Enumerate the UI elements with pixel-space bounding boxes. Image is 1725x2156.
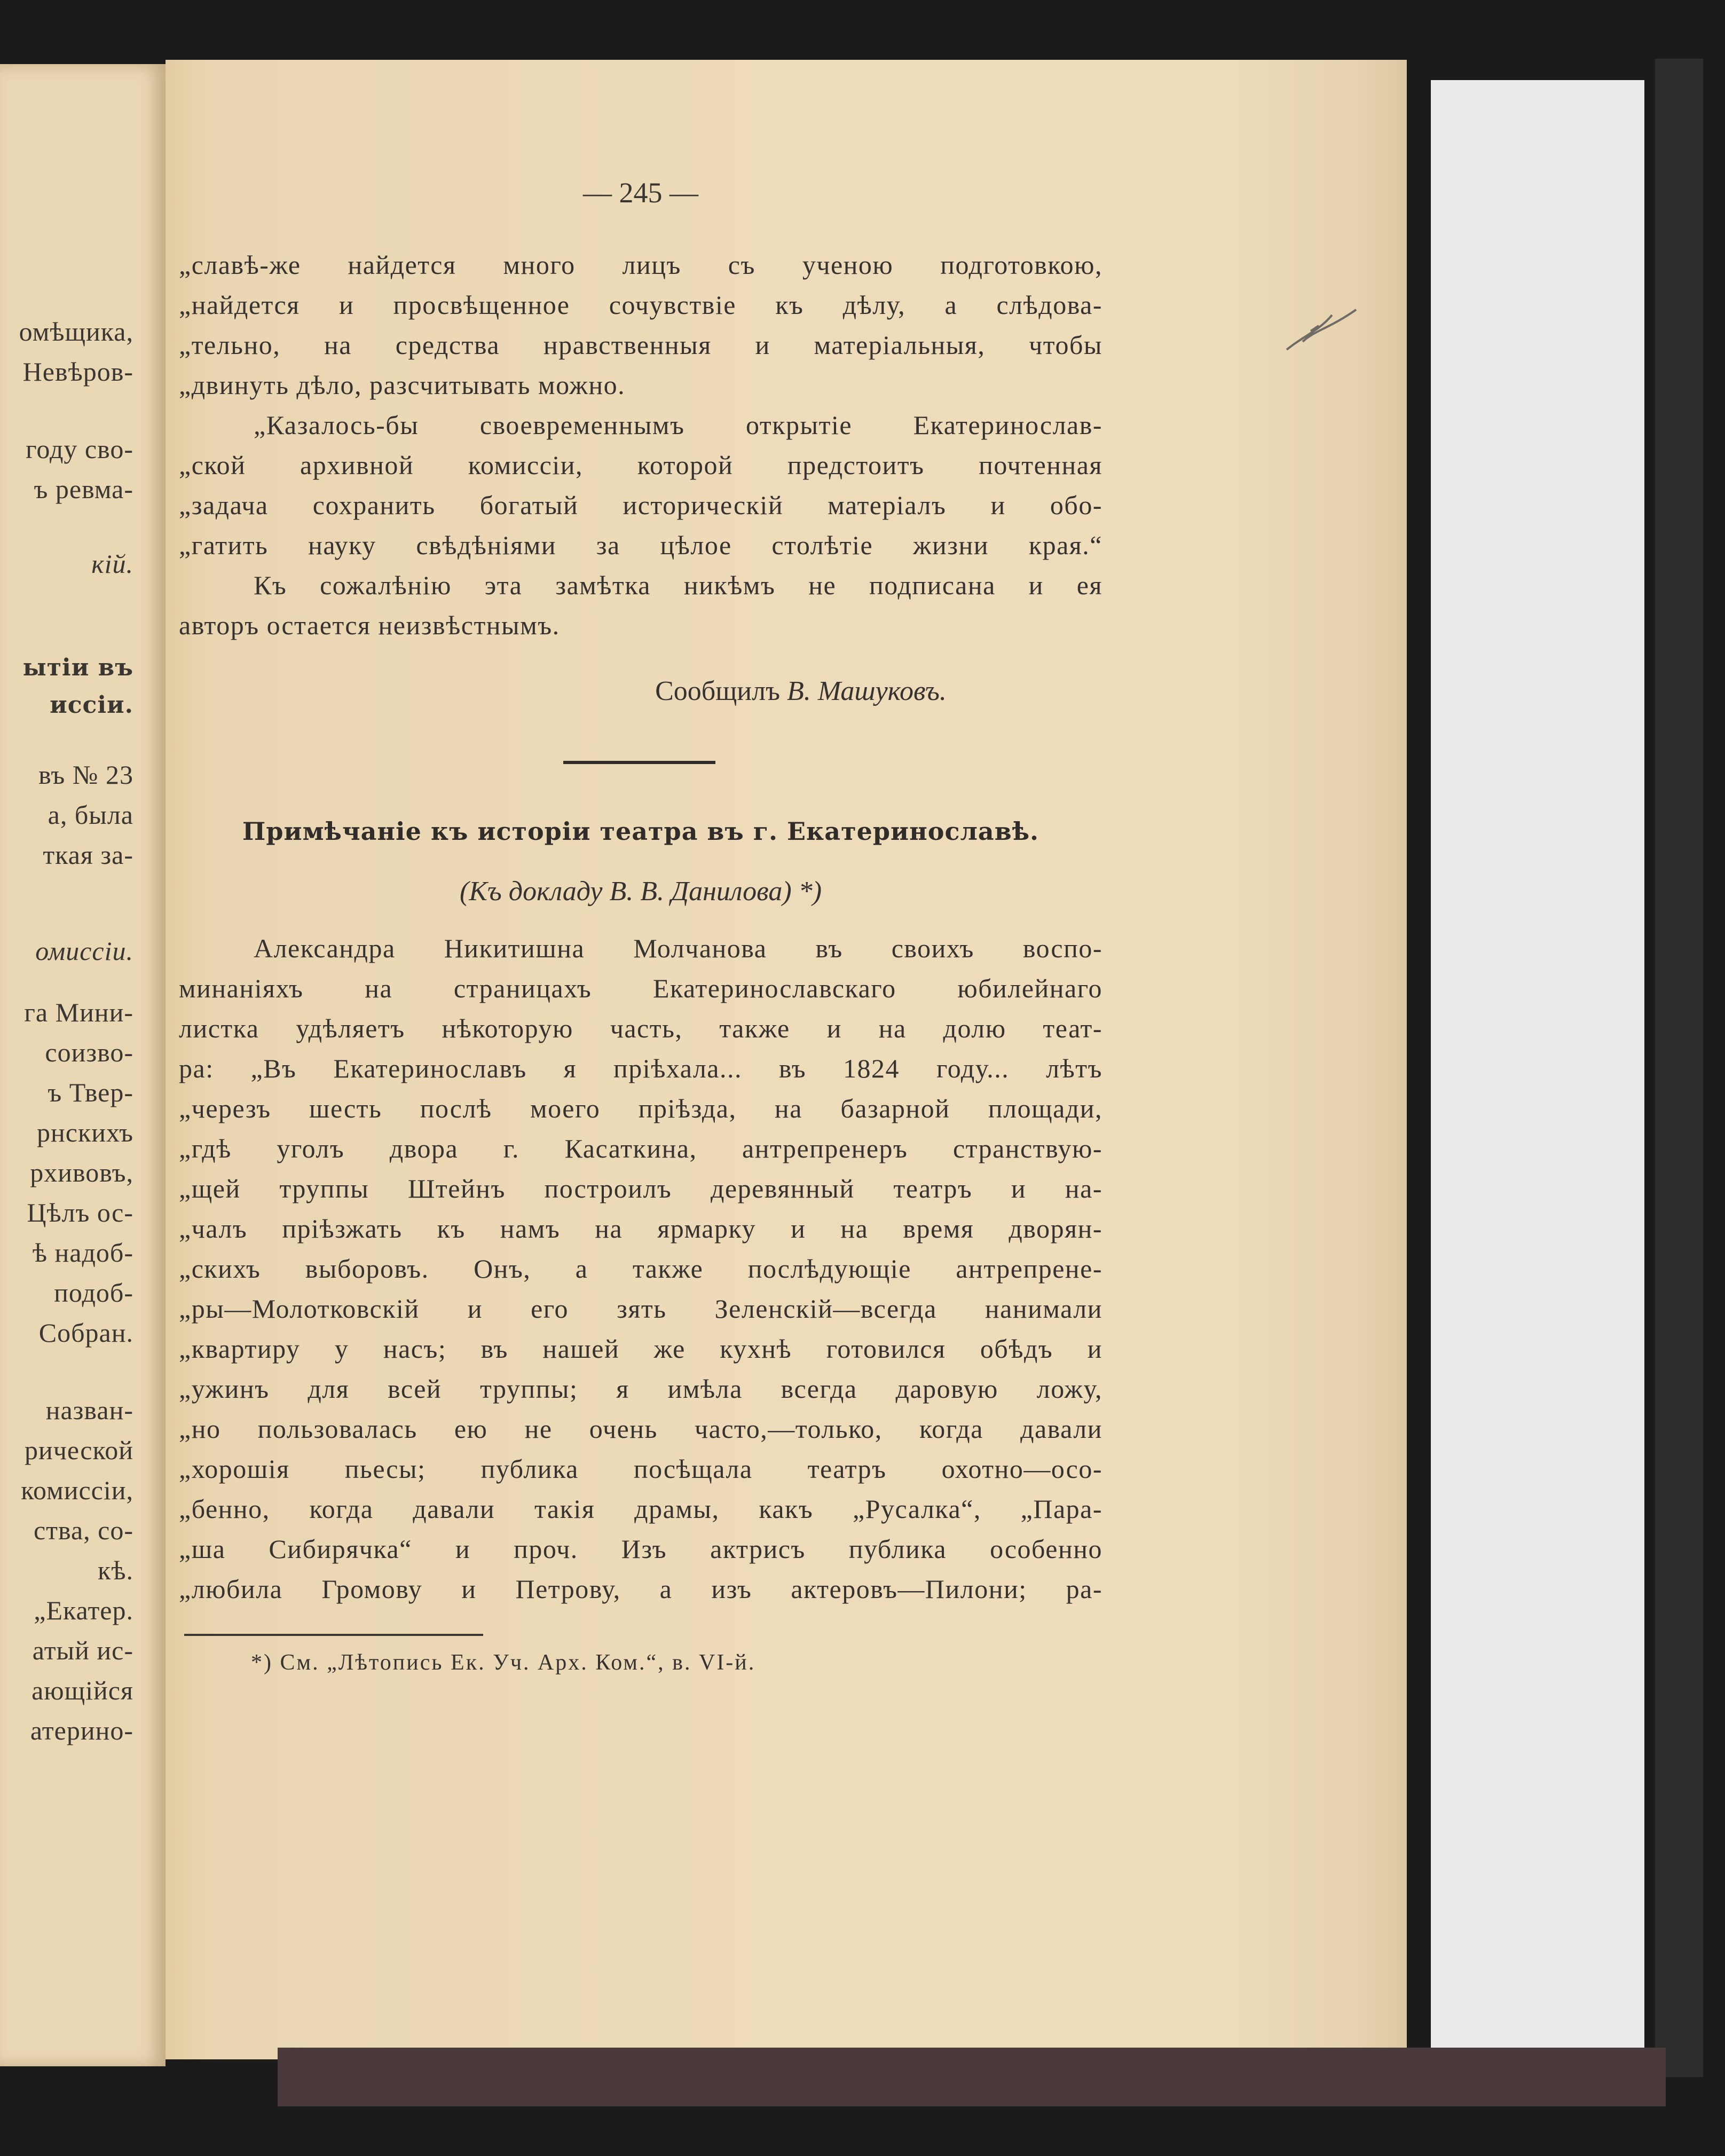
text-line: „но пользовалась ею не очень часто,—только, когда давали: [179, 1414, 1102, 1444]
text-line: Къ сожалѣнію эта замѣтка никѣмъ не подписана и ея: [254, 570, 1102, 600]
previous-page-line: кѣ.: [98, 1555, 133, 1585]
previous-page-line: Невѣров-: [22, 357, 133, 387]
previous-page-line: рхивовъ,: [30, 1158, 133, 1187]
previous-page-line: Собран.: [38, 1318, 133, 1348]
text-line: „ужинъ для всей труппы; я имѣла всегда даровую ложу,: [179, 1374, 1102, 1404]
text-line: „черезъ шесть послѣ моего пріѣзда, на базарной площади,: [179, 1093, 1102, 1123]
previous-page-line: иссіи.: [50, 691, 133, 719]
previous-page-line: ающійся: [31, 1675, 133, 1705]
text-line: „гатить науку свѣдѣніями за цѣлое столѣтіе жизни края.“: [179, 530, 1102, 560]
text-line: „найдется и просвѣщенное сочувствіе къ дѣлу, а слѣдова-: [179, 290, 1102, 320]
previous-page-line: га Мини-: [24, 997, 133, 1027]
previous-page-edge: [0, 64, 166, 2066]
text-line: „тельно, на средства нравственныя и матеріальныя, чтобы: [179, 330, 1102, 360]
previous-page-line: году сво-: [26, 434, 133, 464]
text-line: Александра Никитишна Молчанова въ своихъ воспо-: [254, 933, 1102, 963]
previous-page-line: комиссіи,: [21, 1475, 133, 1505]
footnote-rule: [184, 1634, 483, 1636]
previous-page-line: подоб-: [54, 1278, 133, 1308]
previous-page-line: Цѣлъ ос-: [27, 1198, 133, 1227]
previous-page-line: ства, со-: [33, 1515, 133, 1545]
text-line: минаніяхъ на страницахъ Екатеринославскаго юбилейнаго: [179, 973, 1102, 1003]
page-number: — 245 —: [583, 177, 698, 209]
previous-page-line: омѣщика,: [19, 317, 133, 347]
previous-page-line: назван-: [45, 1395, 133, 1425]
previous-page-line: ъ ревма-: [34, 474, 133, 504]
text-line: „ской архивной комиссіи, которой предстоитъ почтенная: [179, 450, 1102, 480]
text-line: „любила Громову и Петрову, а изъ актеровъ—Пилони; ра-: [179, 1574, 1102, 1604]
backing-sheet: [1431, 80, 1644, 2066]
text-line: „гдѣ уголъ двора г. Касаткина, антрепренеръ странствую-: [179, 1134, 1102, 1163]
text-line: „ша Сибирячка“ и проч. Изъ актрисъ публика особенно: [179, 1534, 1102, 1564]
signature-prefix: Сообщилъ: [655, 676, 780, 706]
cover-board-bottom: [278, 2048, 1666, 2106]
section-divider: [563, 761, 715, 764]
text-line: „Казалось-бы своевременнымъ открытіе Екатеринослав-: [254, 410, 1102, 440]
text-line: „двинуть дѣло, разсчитывать можно.: [179, 370, 626, 400]
previous-page-line: „Екатер.: [34, 1595, 133, 1625]
previous-page-line: рнскихъ: [37, 1118, 133, 1147]
text-line: ра: „Въ Екатеринославъ я пріѣхала... въ 1824 году... лѣтъ: [179, 1053, 1102, 1083]
previous-page-line: кій.: [91, 549, 133, 579]
previous-page-line: атерино-: [30, 1716, 133, 1745]
cover-board-right: [1655, 59, 1703, 2077]
footnote: *) См. „Лѣтопись Ек. Уч. Арх. Ком.“, в. VI-й.: [251, 1650, 756, 1675]
text-line: листка удѣляетъ нѣкоторую часть, также и на долю теат-: [179, 1013, 1102, 1043]
text-line: „хорошія пьесы; публика посѣщала театръ охотно—осо-: [179, 1454, 1102, 1484]
previous-page-line: въ № 23: [38, 760, 133, 790]
article-heading: Примѣчаніе къ исторіи театра въ г. Екатеринославѣ.: [242, 817, 1039, 846]
text-line: авторъ остается неизвѣстнымъ.: [179, 610, 560, 640]
previous-page-line: ткая за-: [43, 840, 133, 870]
previous-page-line: ытіи въ: [22, 654, 133, 681]
article-subheading: (Къ докладу В. В. Данилова) *): [459, 876, 822, 907]
pencil-mark: [1281, 299, 1361, 363]
previous-page-line: ъ Твер-: [48, 1077, 133, 1107]
previous-page-line: а, была: [48, 800, 133, 830]
text-line: „ры—Молотковскій и его зять Зеленскій—всегда нанимали: [179, 1294, 1102, 1324]
text-line: „щей труппы Штейнъ построилъ деревянный театръ и на-: [179, 1174, 1102, 1203]
text-line: „скихъ выборовъ. Онъ, а также послѣдующіе антрепрене-: [179, 1254, 1102, 1284]
previous-page-line: атый ис-: [32, 1635, 133, 1665]
text-line: „бенно, когда давали такія драмы, какъ „Русалка“, „Пара-: [179, 1494, 1102, 1524]
signature-name: В. Машуковъ.: [786, 676, 947, 706]
text-line: „задача сохранить богатый историческій матеріалъ и обо-: [179, 490, 1102, 520]
previous-page-line: соизво-: [45, 1037, 133, 1067]
text-line: „квартиру у насъ; въ нашей же кухнѣ готовился обѣдъ и: [179, 1334, 1102, 1364]
previous-page-line: ѣ надоб-: [32, 1238, 133, 1268]
previous-page-line: рической: [24, 1435, 133, 1465]
text-line: „славѣ-же найдется много лицъ съ ученою подготовкою,: [179, 250, 1102, 280]
signature: [534, 675, 1068, 707]
previous-page-line: омиссіи.: [35, 936, 133, 966]
text-line: „чалъ пріѣзжать къ намъ на ярмарку и на время дворян-: [179, 1214, 1102, 1244]
